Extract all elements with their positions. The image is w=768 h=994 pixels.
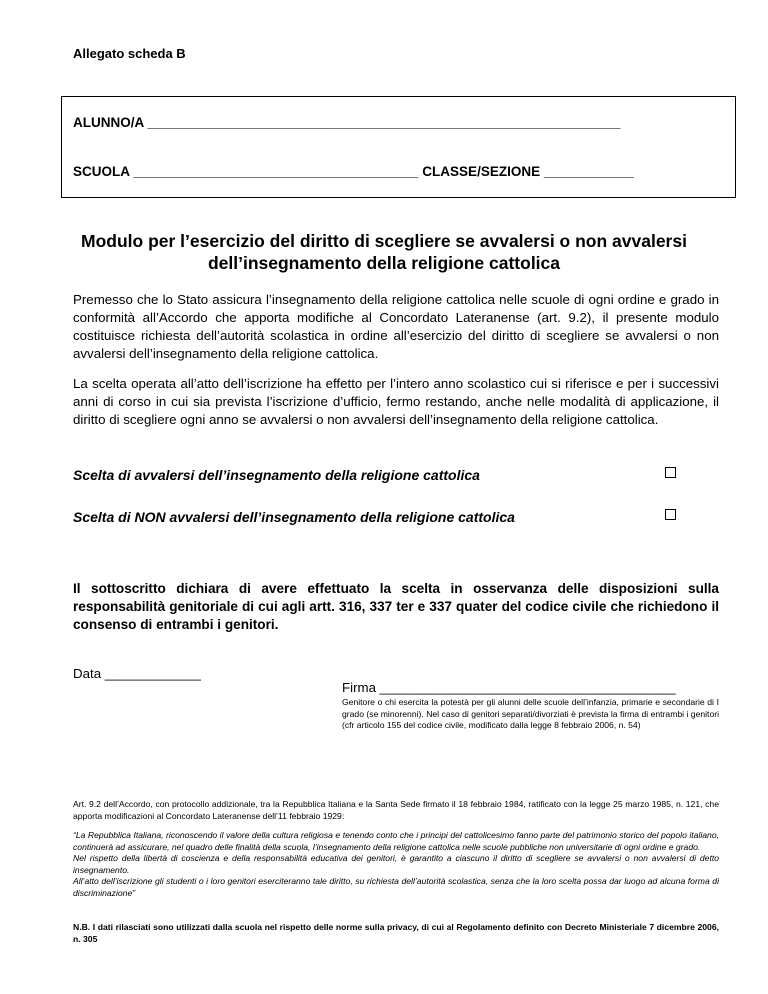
attachment-label: Allegato scheda B — [73, 46, 186, 61]
choice-avvalersi-label: Scelta di avvalersi dell’insegnamento della religione cattolica — [73, 467, 480, 483]
signature-field[interactable]: Firma ________________________________________ — [342, 680, 676, 695]
article-reference: Art. 9.2 dell’Accordo, con protocollo addizionale, tra la Repubblica Italiana e la Santa Sede firmato il 18 febbraio 1984, ratificato con la legge 25 marzo 1985, n. 121, che apporta modificazioni al Concordato Lateranense dell’11 febbraio 1929: — [73, 799, 719, 821]
form-title: Modulo per l’esercizio del diritto di scegliere se avvalersi o non avvalersi dell’insegnamento della religione cattolica — [81, 231, 687, 273]
choice-validity-paragraph: La scelta operata all’atto dell’iscrizione ha effetto per l’intero anno scolastico cui si riferisce e per i successivi anni di corso in cui sia prevista l’iscrizione d’ufficio, fermo restando, anche nelle modalità di applicazione, il diritto di scegliere ogni anno se avvalersi o non avvalersi dell’insegnamento della religione cattolica. — [73, 376, 719, 427]
scuola-classe-field[interactable]: SCUOLA ______________________________________ CLASSE/SEZIONE ____________ — [73, 164, 634, 179]
article-quote: “La Repubblica Italiana, riconoscendo il valore della cultura religiosa e tenendo conto che i principi del cattolicesimo fanno parte del patrimonio storico del popolo italiano, continuerà ad assicurare, nel quadro delle finalità della scuola, l’insegnamento della religione cattolica nelle scuole pubbliche non universitarie di ogni ordine e grado. Nel rispetto della libertà di coscienza e della responsabilità educativa dei genitori, è garantito a ciascuno il diritto di scegliere se avvalersi o non avvalersi di detto insegnamento. All’atto dell’iscrizione gli studenti o i loro genitori eserciteranno tale diritto, su richiesta dell’autorità scolastica, senza che la loro scelta possa dar luogo ad alcuna forma di discriminazione” — [73, 830, 719, 898]
choice-non-avvalersi-label: Scelta di NON avvalersi dell’insegnamento della religione cattolica — [73, 509, 515, 525]
choice-avvalersi-checkbox[interactable] — [665, 467, 676, 478]
student-info-box — [61, 96, 736, 198]
choice-non-avvalersi-checkbox[interactable] — [665, 509, 676, 520]
intro-paragraph: Premesso che lo Stato assicura l’insegnamento della religione cattolica nelle scuole di ogni ordine e grado in conformità all’Accordo che apporta modifiche al Concordato Lateranense (art. 9.2), il presente modulo costituisce richiesta dell’autorità scolastica in ordine all’esercizio del diritto di scegliere se avvalersi o non avvalersi dell’insegnamento della religione cattolica. — [73, 292, 719, 361]
alunno-field[interactable]: ALUNNO/A _______________________________________________________________ — [73, 115, 621, 130]
parental-declaration: Il sottoscritto dichiara di avere effettuato la scelta in osservanza delle disposizioni sulla responsabilità genitoriale di cui agli artt. 316, 337 ter e 337 quater del codice civile che richiedono il consenso di entrambi i genitori. — [73, 581, 719, 632]
signature-note: Genitore o chi esercita la potestà per gli alunni delle scuole dell’infanzia, primarie e secondarie di I grado (se minorenni). Nel caso di genitori separati/divorziati è prevista la firma di entrambi i genitori (cfr articolo 155 del codice civile, modificato dalla legge 8 febbraio 2006, n. 54) — [342, 697, 719, 730]
date-field[interactable]: Data _____________ — [73, 666, 201, 681]
privacy-note: N.B. I dati rilasciati sono utilizzati dalla scuola nel rispetto delle norme sulla privacy, di cui al Regolamento definito con Decreto Ministeriale 7 dicembre 2006, n. 305 — [73, 922, 719, 944]
